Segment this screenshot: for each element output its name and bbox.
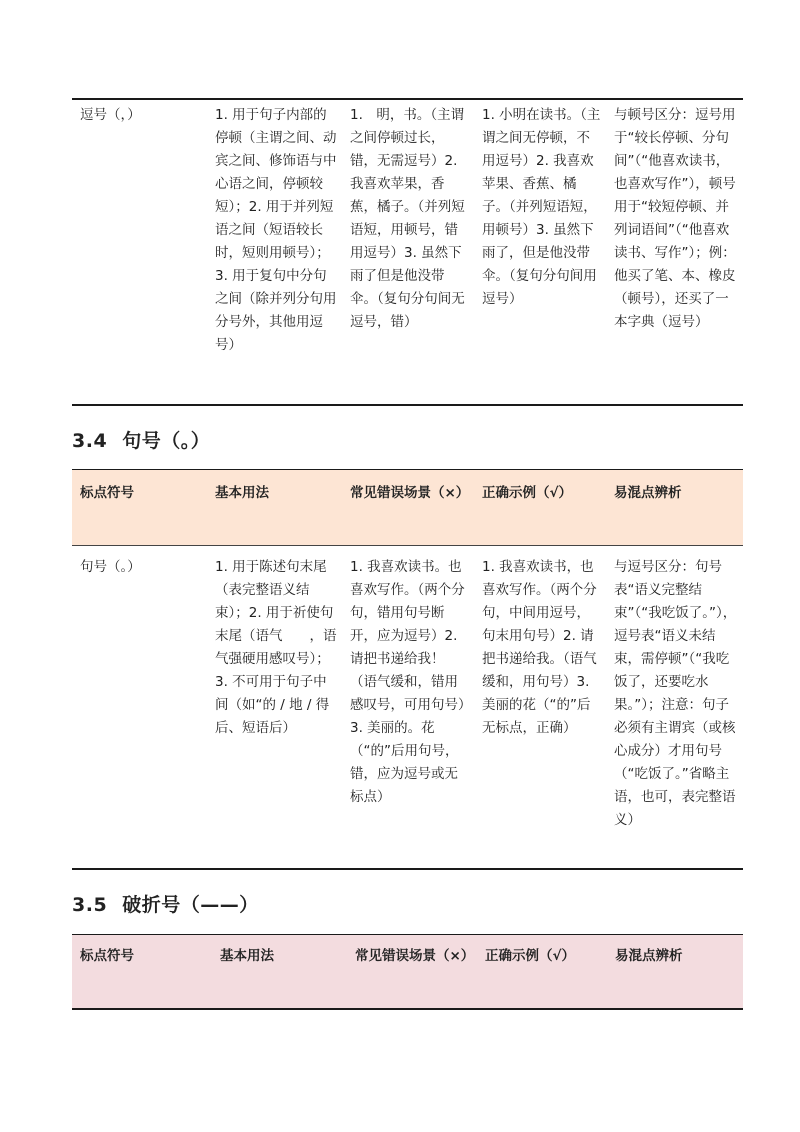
section-number: 3.4: [72, 430, 108, 452]
period-table: [72, 470, 743, 832]
table-row: [72, 546, 743, 832]
header-correct: 正确示例（√）: [482, 485, 573, 501]
table-row: [72, 104, 743, 357]
header-punct: 标点符号: [80, 485, 134, 501]
error-example-cell: 1. 我喜欢读书。也喜欢写作。（两个分句，错用句号断开，应为逗号）2. 请把书递给我！（语气缓和，错用感叹号，可用句号）3. 美丽的。花（“的”后用句号，错，应为逗号或无标点）: [350, 558, 465, 805]
dash-table: [72, 935, 743, 1008]
section-title-dash: [72, 890, 259, 917]
basic-usage-cell: 1. 用于句子内部的停顿（主谓之间、动宾之间、修饰语与中心语之间，停顿较短）；2. 用于并列短语之间（短语较长时，短则用顿号）；3. 用于复句中分句之间（除并列分句用分号外，其他用逗号）: [215, 107, 337, 353]
section-number: 3.5: [72, 894, 108, 916]
correct-example-cell: 1. 我喜欢读书，也喜欢写作。（两个分句，中间用逗号，句末用句号）2. 请把书递给我。（语气缓和，用句号）3. 美丽的花（“的”后无标点，正确）: [482, 558, 597, 736]
punct-cell: 句号（。）: [80, 558, 141, 575]
comma-table: [72, 104, 743, 357]
header-confusion: 易混点辨析: [614, 485, 682, 501]
section-heading: 句号（。）: [122, 430, 211, 452]
punct-cell: 逗号（，）: [80, 107, 141, 123]
header-row: [72, 470, 743, 545]
basic-usage-cell: 1. 用于陈述句末尾（表完整语义结束）；2. 用于祈使句末尾（语气 ，语气强硬用感叹号）；3. 不可用于句子中间（如“的 / 地 / 得后、短语后）: [215, 558, 337, 736]
table-bottom-rule-comma: [72, 404, 743, 406]
header-error: 常见错误场景（×）: [355, 948, 475, 964]
confusion-cell: 与顿号区分：逗号用于“较长停顿、分句间”（“他喜欢读书，也喜欢写作”），顿号用于“较短停顿、并列词语间”（“他喜欢读书、写作”）；例：他买了笔、本、橡皮（顿号），还买了一本字典（逗号）: [614, 107, 736, 330]
correct-example-cell: 1. 小明在读书。（主谓之间无停顿，不用逗号）2. 我喜欢苹果、香蕉、橘子。（并列短语短，用顿号）3. 虽然下雨了，但是他没带伞。（复句分句间用逗号）: [482, 107, 601, 307]
section-title-period: [72, 426, 210, 453]
confusion-cell: 与逗号区分：句号表“语义完整结束”（“我吃饭了。”），逗号表“语义未结束，需停顿”（“我吃饭了，还要吃水果。”）；注意：句子必须有主谓宾（或核心成分）才用句号（“吃饭了。”省略主语，也可，表完整语义）: [614, 558, 737, 828]
header-confusion: 易混点辨析: [615, 948, 683, 964]
table-bottom-rule-dash: [72, 1008, 743, 1010]
header-correct: 正确示例（√）: [485, 948, 576, 964]
header-basic-usage: 基本用法: [215, 485, 269, 501]
header-row: [72, 935, 743, 1008]
section-heading: 破折号（——）: [122, 894, 259, 916]
error-example-cell: 1. 明，书。（主谓之间停顿过长，错，无需逗号）2. 我喜欢苹果，香蕉，橘子。（并列短语短，用顿号，错用逗号）3. 虽然下雨了但是他没带伞。（复句分句间无逗号，错）: [350, 107, 465, 330]
header-punct: 标点符号: [80, 948, 134, 964]
header-error: 常见错误场景（×）: [350, 485, 470, 501]
table-bottom-rule-period: [72, 868, 743, 870]
table-top-rule-comma: [72, 98, 743, 100]
header-basic-usage: 基本用法: [220, 948, 274, 964]
